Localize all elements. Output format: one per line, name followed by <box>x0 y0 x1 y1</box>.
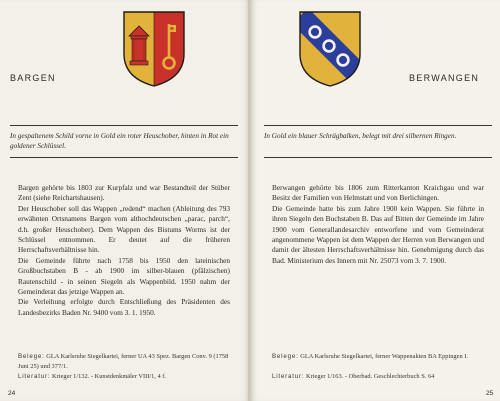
right-page <box>250 0 500 401</box>
sources-text: GLA Karlsruhe Siegelkartei, ferner UA 43 Spez. Bargen Conv. 9 (1758 Juni 25) und 377/1. <box>18 353 229 370</box>
bargen-coat-of-arms-icon <box>122 10 186 88</box>
rule-top <box>264 125 492 126</box>
literature-bargen <box>18 372 230 382</box>
blazon-bargen: In gespaltenem Schild vorne in Gold ein roter Heuschober, hinten in Rot ein goldener Schlüssel. <box>10 132 229 150</box>
literature-text: Krieger 1/132. - Kunstdenkmäler VIII/1, 4 f. <box>52 373 167 380</box>
literature-berwangen <box>272 372 484 382</box>
berwangen-coat-of-arms-icon <box>298 10 362 88</box>
place-name-berwangen: BERWANGEN <box>409 73 480 83</box>
rule-bottom <box>264 157 492 158</box>
page-number-left: 24 <box>8 390 16 397</box>
blazon-berwangen: In Gold ein blauer Schrägbalken, belegt mit drei silbernen Ringen. <box>264 132 457 140</box>
literature-text: Krieger 1/163. - Oberbad. Geschlechterbuch S. 64 <box>306 373 435 380</box>
sources-label: Belege: <box>18 353 45 360</box>
sources-text: GLA Karlsruhe Siegelkartei, ferner Wappenakten BA Eppingen I. <box>300 353 468 360</box>
sources-berwangen <box>272 352 484 362</box>
rule-bottom <box>10 157 238 158</box>
body-text-berwangen: Berwangen gehörte bis 1806 zum Ritterkanton Kraichgau und war Besitz der Familien von Helmstatt und von Berlichingen. Die Gemeinde hatte bis zum Jahre 1900 kein Wappen. Sie führte in ihren Siegeln den Buchstaben B. Das auf Bitten der Gemeinde im Jahre 1900 vom Generallandesarchiv entworfene und vom Gemeinderat angenommene Wappen ist dem Wappen der Herren von Berwangen und damit der ältesten Herrschaftsverhältnisse hin. Genehmigung durch das Bad. Ministerium des Innern mit Nr. 25073 vom 3. 7. 1900. <box>272 183 484 265</box>
rule-top <box>10 125 238 126</box>
body-text-bargen: Bargen gehörte bis 1803 zur Kurpfalz und war Bestandteil der Stüber Zent (siehe Reichartshausen). Der Heuschober soll das Wappen „redend“ machen (Ableitung des 793 erwähnten Ortsnamens Bargen vom althochdeutschen „parac, parch“, d.h. großer Heuschober). Dem Wappen des Bistums Worms ist der Schlüssel entnommen. Er deutet auf die früheren Herrschaftsverhältnisse hin. Die Gemeinde führte nach 1758 bis 1950 den lateinischen Großbuchstaben B - ab 1900 im silber-blauen (pfälzischen) Rautenschild - in seinen Siegeln als Wappenbild. 1950 nahm der Gemeinderat das jetzige Wappen an. Die Verleihung erfolgte durch Entschließung des Präsidenten des Landesbezirks Baden Nr. 9400 vom 3. 1. 1950. <box>18 183 230 317</box>
literature-label: Literatur: <box>18 373 51 380</box>
place-name-bargen: BARGEN <box>10 73 56 83</box>
sources-bargen <box>18 352 230 371</box>
sources-label: Belege: <box>272 353 299 360</box>
page-number-right: 25 <box>486 390 494 397</box>
literature-label: Literatur: <box>272 373 305 380</box>
